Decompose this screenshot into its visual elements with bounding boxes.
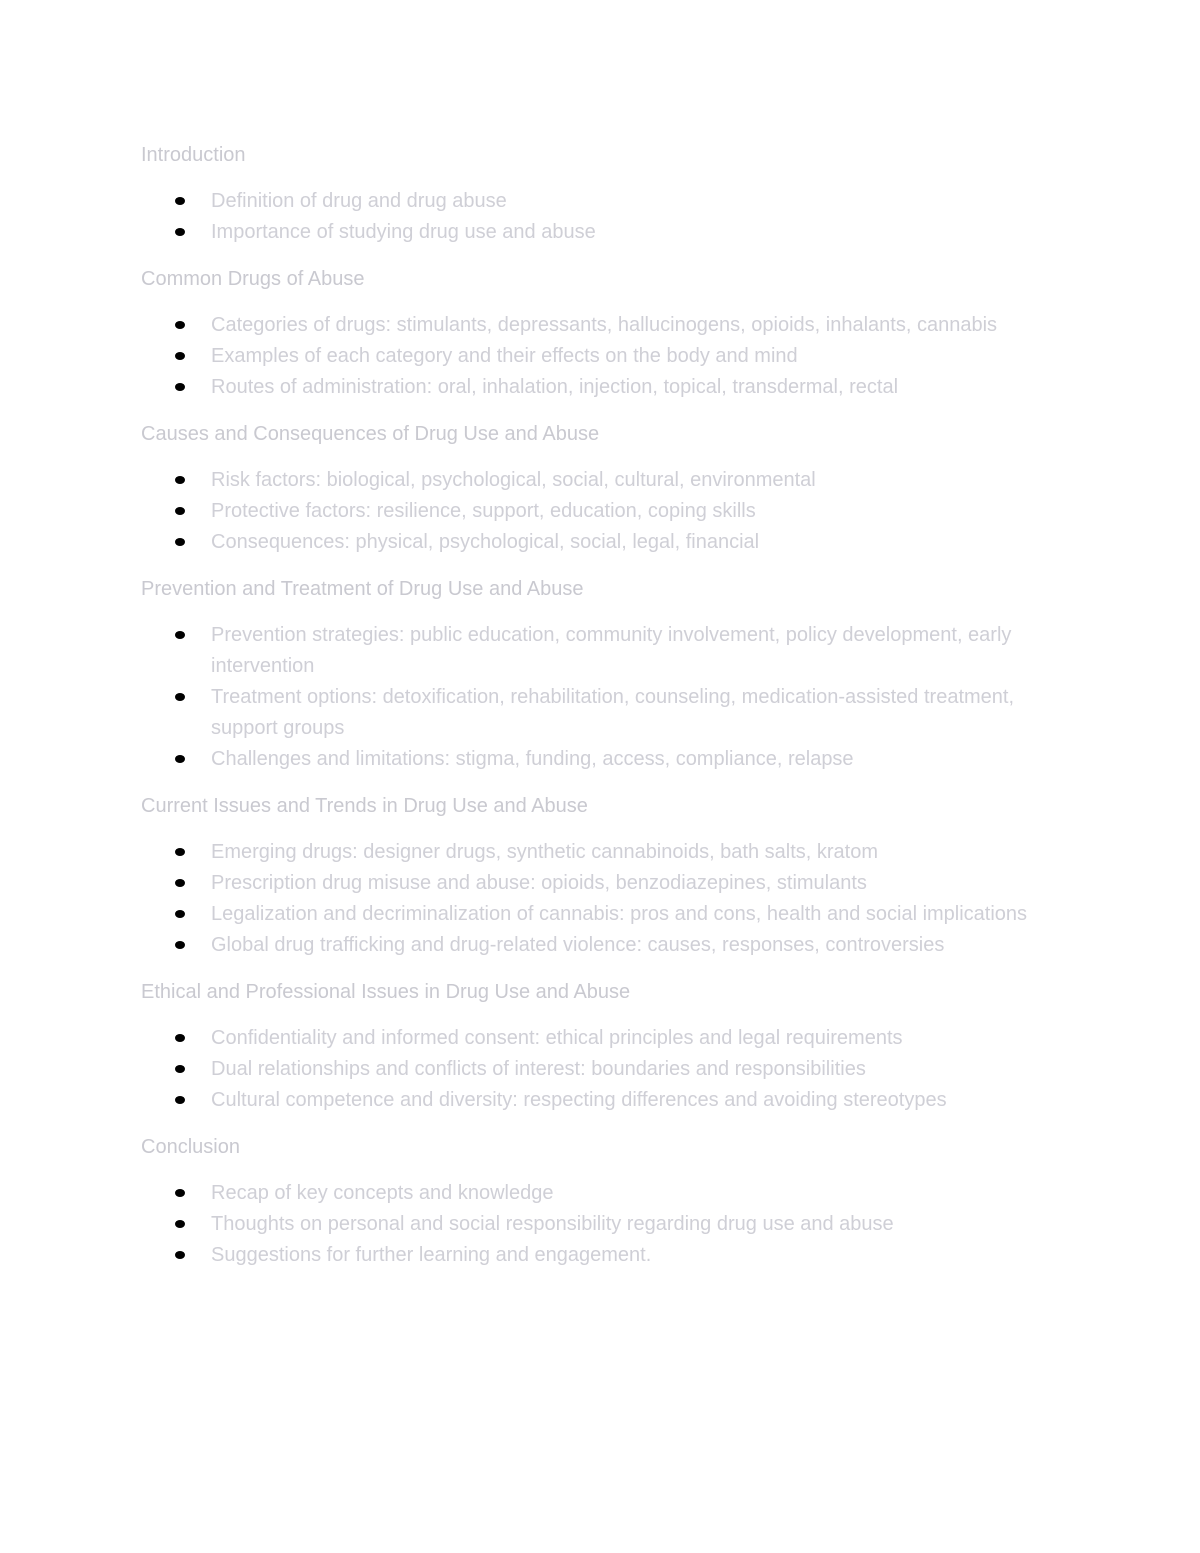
- bullet-icon: [175, 538, 185, 546]
- list-item-text: Routes of administration: oral, inhalation, injection, topical, transdermal, rectal: [211, 376, 899, 398]
- list-item-text: Thoughts on personal and social responsibility regarding drug use and abuse: [211, 1213, 894, 1235]
- section-current-issues: [141, 791, 1061, 961]
- list-item: [141, 465, 1061, 496]
- list-item-text: Importance of studying drug use and abuse: [211, 221, 596, 243]
- bullet-icon: [175, 321, 185, 329]
- bullet-list: [141, 620, 1061, 775]
- bullet-icon: [175, 693, 185, 701]
- section-heading: Conclusion: [141, 1136, 240, 1158]
- section-introduction: [141, 140, 1061, 248]
- section-ethical-professional: [141, 977, 1061, 1116]
- list-item-text: Risk factors: biological, psychological, social, cultural, environmental: [211, 469, 816, 491]
- section-heading: Causes and Consequences of Drug Use and Abuse: [141, 423, 600, 445]
- bullet-icon: [175, 1220, 185, 1228]
- list-item: [141, 868, 1061, 899]
- bullet-icon: [175, 383, 185, 391]
- list-item: [141, 744, 1061, 775]
- bullet-icon: [175, 910, 185, 918]
- bullet-icon: [175, 848, 185, 856]
- section-prevention-treatment: [141, 574, 1061, 775]
- list-item: [141, 217, 1061, 248]
- bullet-icon: [175, 755, 185, 763]
- section-conclusion: [141, 1132, 1061, 1271]
- list-item: [141, 1240, 1061, 1271]
- list-item-text: Suggestions for further learning and engagement.: [211, 1244, 652, 1266]
- section-heading: Ethical and Professional Issues in Drug Use and Abuse: [141, 981, 631, 1003]
- list-item: [141, 341, 1061, 372]
- list-item: [141, 1023, 1061, 1054]
- bullet-icon: [175, 228, 185, 236]
- bullet-icon: [175, 941, 185, 949]
- bullet-icon: [175, 476, 185, 484]
- list-item: [141, 527, 1061, 558]
- list-item-text: Cultural competence and diversity: respecting differences and avoiding stereotypes: [211, 1089, 947, 1111]
- list-item: [141, 310, 1061, 341]
- section-causes-consequences: [141, 419, 1061, 558]
- list-item: [141, 899, 1061, 930]
- list-item-text: Recap of key concepts and knowledge: [211, 1182, 554, 1204]
- section-heading: Introduction: [141, 144, 246, 166]
- list-item-text: Prevention strategies: public education, community involvement, policy development, early intervention: [211, 624, 1012, 677]
- list-item-text: Protective factors: resilience, support, education, coping skills: [211, 500, 756, 522]
- bullet-icon: [175, 1065, 185, 1073]
- list-item: [141, 1085, 1061, 1116]
- bullet-list: [141, 186, 1061, 248]
- list-item-text: Examples of each category and their effects on the body and mind: [211, 345, 798, 367]
- list-item: [141, 837, 1061, 868]
- bullet-icon: [175, 1096, 185, 1104]
- list-item: [141, 1209, 1061, 1240]
- bullet-icon: [175, 1034, 185, 1042]
- bullet-list: [141, 837, 1061, 961]
- section-heading: Current Issues and Trends in Drug Use and Abuse: [141, 795, 588, 817]
- bullet-icon: [175, 197, 185, 205]
- section-heading: Prevention and Treatment of Drug Use and Abuse: [141, 578, 584, 600]
- list-item: [141, 186, 1061, 217]
- list-item-text: Categories of drugs: stimulants, depressants, hallucinogens, opioids, inhalants, cannabis: [211, 314, 998, 336]
- bullet-icon: [175, 1189, 185, 1197]
- list-item-text: Consequences: physical, psychological, social, legal, financial: [211, 531, 760, 553]
- bullet-list: [141, 465, 1061, 558]
- document-content: [141, 140, 1061, 1287]
- list-item-text: Legalization and decriminalization of cannabis: pros and cons, health and social implications: [211, 903, 1028, 925]
- bullet-list: [141, 310, 1061, 403]
- list-item-text: Emerging drugs: designer drugs, synthetic cannabinoids, bath salts, kratom: [211, 841, 879, 863]
- list-item: [141, 372, 1061, 403]
- list-item: [141, 930, 1061, 961]
- bullet-list: [141, 1023, 1061, 1116]
- bullet-icon: [175, 631, 185, 639]
- list-item-text: Treatment options: detoxification, rehabilitation, counseling, medication-assisted treatment, support groups: [211, 686, 1015, 739]
- list-item: [141, 496, 1061, 527]
- bullet-icon: [175, 1251, 185, 1259]
- list-item-text: Prescription drug misuse and abuse: opioids, benzodiazepines, stimulants: [211, 872, 867, 894]
- bullet-list: [141, 1178, 1061, 1271]
- list-item-text: Definition of drug and drug abuse: [211, 190, 507, 212]
- section-heading: Common Drugs of Abuse: [141, 268, 365, 290]
- list-item: [141, 1178, 1061, 1209]
- bullet-icon: [175, 507, 185, 515]
- list-item-text: Challenges and limitations: stigma, funding, access, compliance, relapse: [211, 748, 854, 770]
- list-item-text: Confidentiality and informed consent: ethical principles and legal requirements: [211, 1027, 903, 1049]
- list-item: [141, 682, 1061, 744]
- bullet-icon: [175, 352, 185, 360]
- list-item: [141, 1054, 1061, 1085]
- bullet-icon: [175, 879, 185, 887]
- list-item-text: Dual relationships and conflicts of interest: boundaries and responsibilities: [211, 1058, 866, 1080]
- list-item: [141, 620, 1061, 682]
- list-item-text: Global drug trafficking and drug-related violence: causes, responses, controversies: [211, 934, 945, 956]
- section-common-drugs: [141, 264, 1061, 403]
